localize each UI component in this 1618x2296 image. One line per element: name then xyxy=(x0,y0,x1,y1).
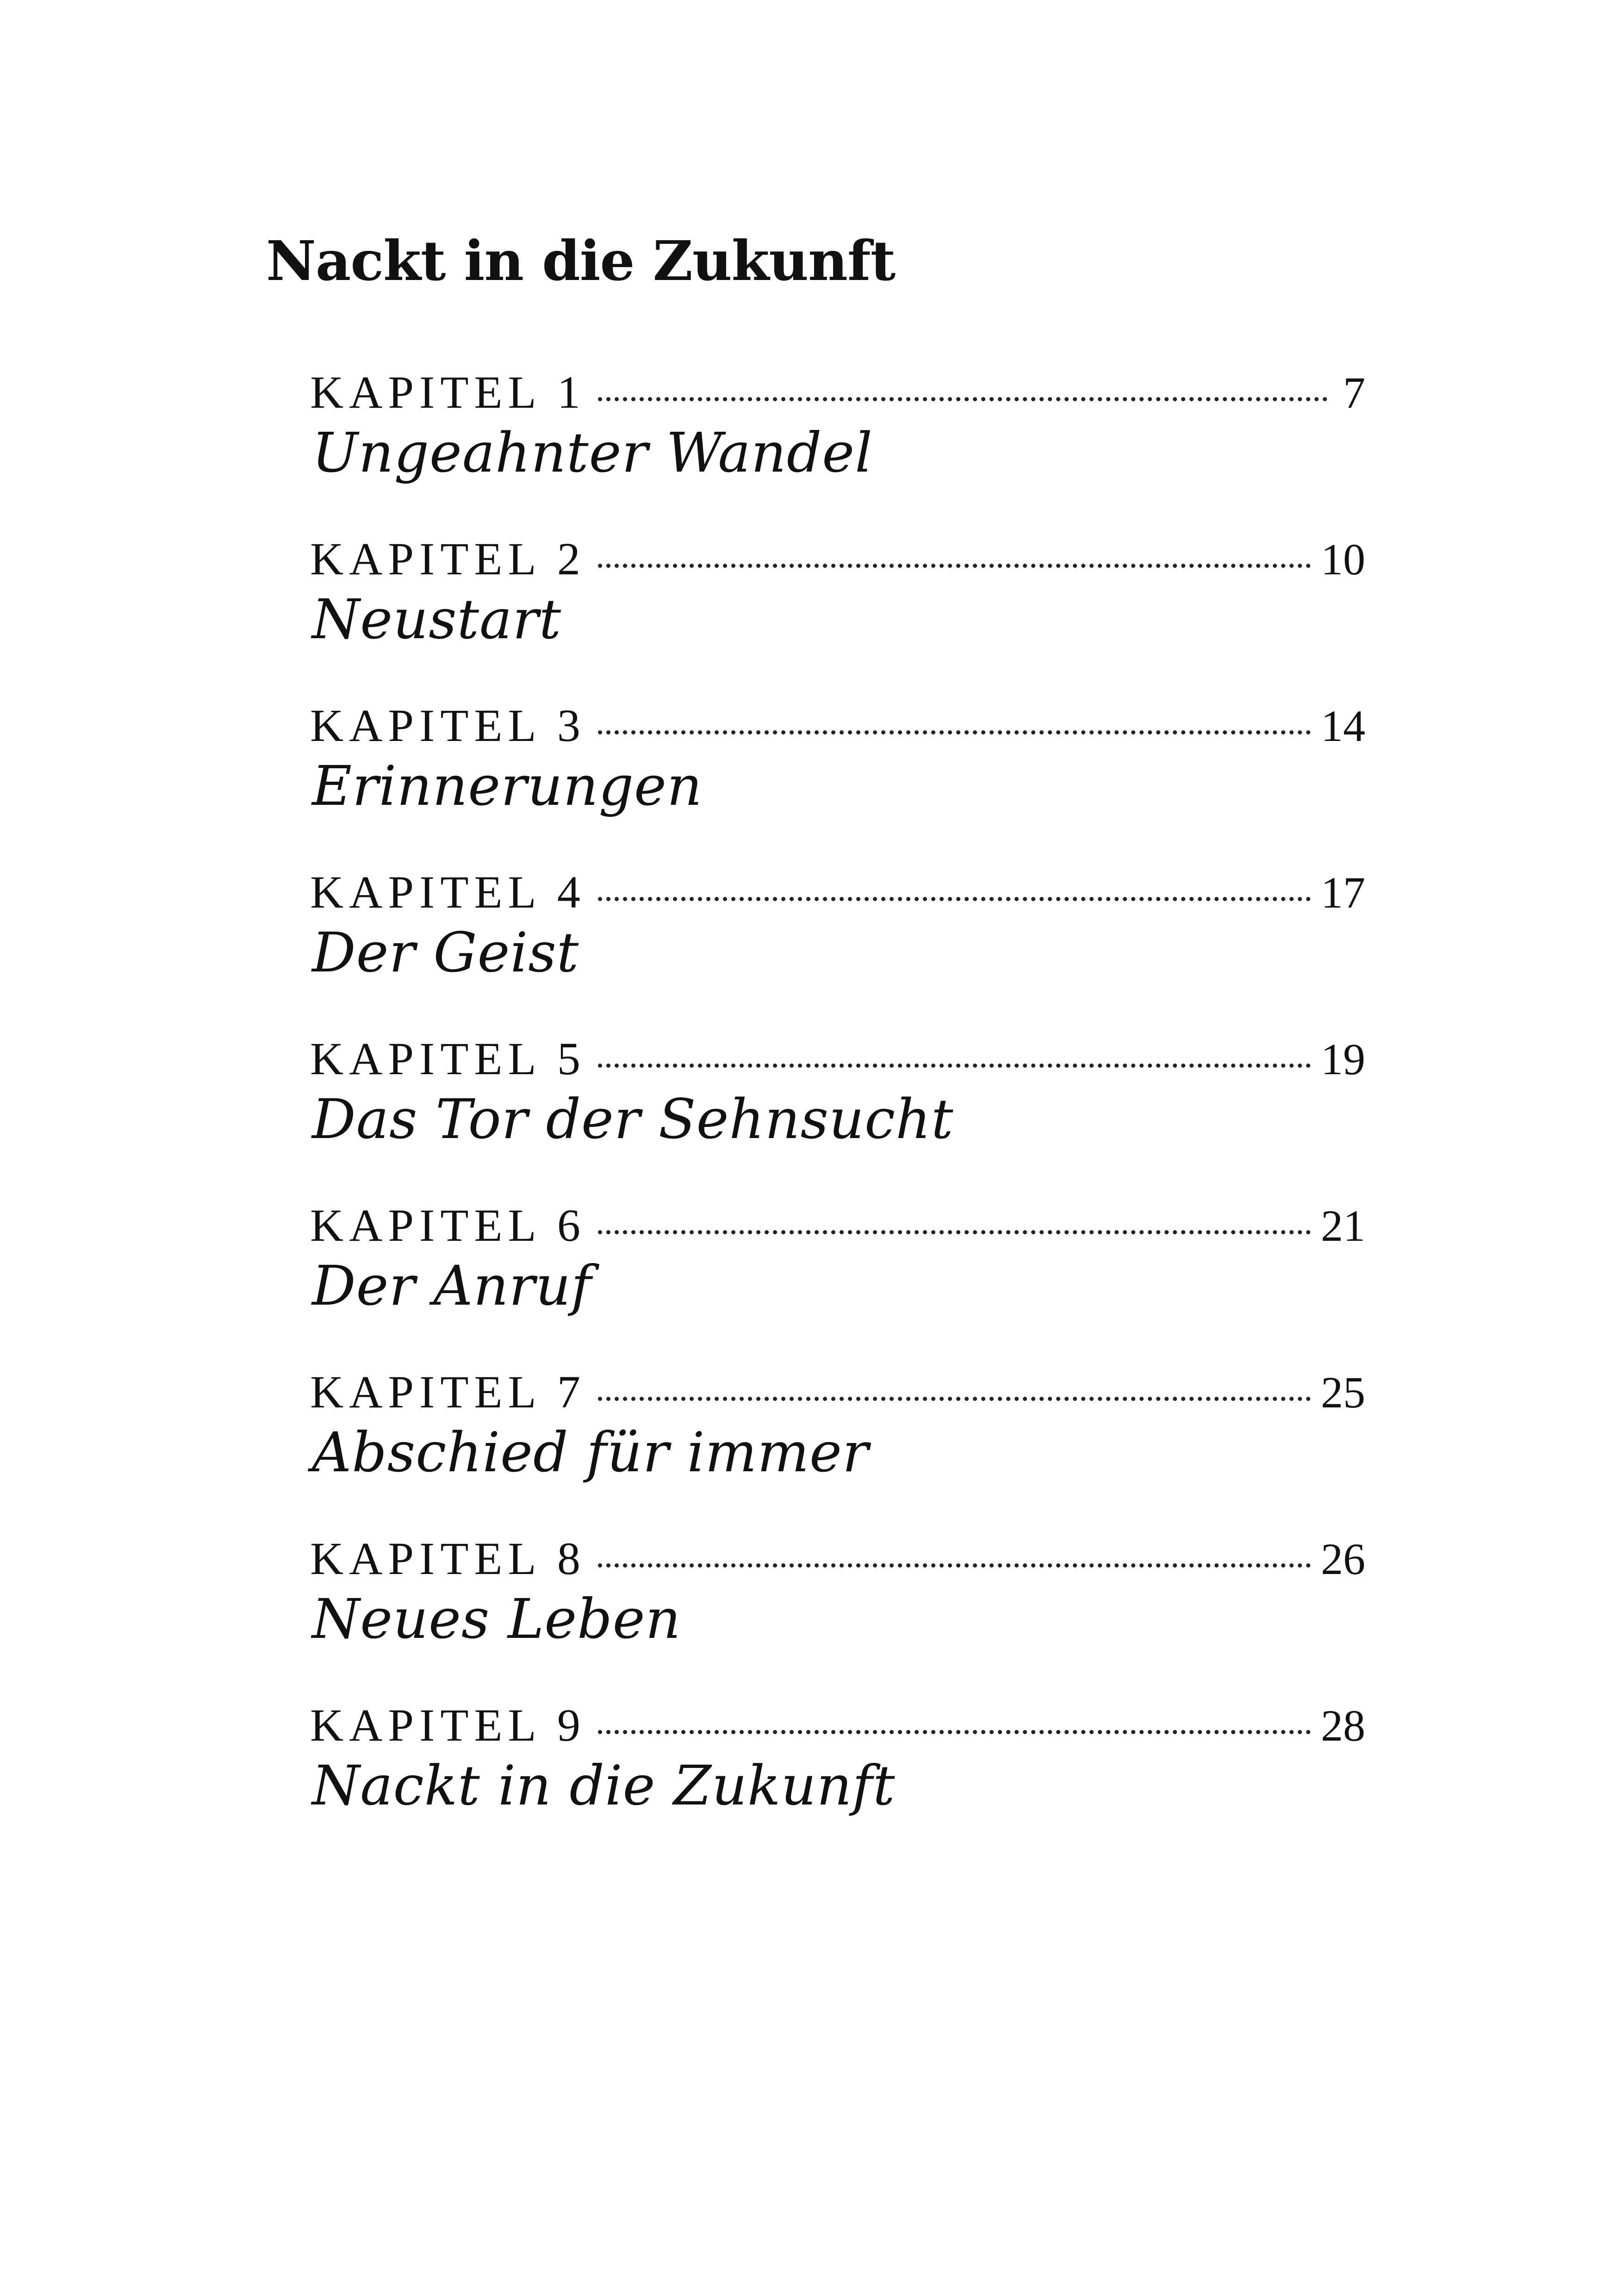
toc-entry-1 xyxy=(310,366,1375,532)
dot-leader xyxy=(598,1730,1311,1734)
dot-leader xyxy=(598,1230,1311,1234)
toc-entry-8 xyxy=(310,1532,1375,1699)
toc-line xyxy=(310,366,1365,421)
chapter-label: KAPITEL 8 xyxy=(310,1533,586,1584)
chapter-label: KAPITEL 4 xyxy=(310,866,586,918)
dot-leader xyxy=(598,1397,1311,1401)
chapter-label: KAPITEL 7 xyxy=(310,1366,586,1418)
table-of-contents xyxy=(310,366,1375,1865)
page-number: 21 xyxy=(1321,1201,1365,1251)
chapter-subtitle: Erinnerungen xyxy=(312,754,703,818)
toc-line xyxy=(310,1032,1365,1088)
chapter-label: KAPITEL 6 xyxy=(310,1200,586,1251)
page-number: 26 xyxy=(1321,1534,1365,1584)
dot-leader xyxy=(598,564,1311,568)
chapter-subtitle: Neues Leben xyxy=(312,1587,681,1651)
chapter-subtitle: Neustart xyxy=(312,587,562,651)
chapter-subtitle: Das Tor der Sehnsucht xyxy=(312,1087,954,1151)
toc-line xyxy=(310,1365,1365,1421)
chapter-subtitle: Der Geist xyxy=(312,921,579,984)
page-number: 17 xyxy=(1321,868,1365,917)
toc-line xyxy=(310,1532,1365,1587)
page-number: 10 xyxy=(1321,535,1365,584)
toc-entry-9 xyxy=(310,1699,1375,1865)
toc-entry-4 xyxy=(310,865,1375,1032)
toc-line xyxy=(310,865,1365,921)
chapter-label: KAPITEL 9 xyxy=(310,1699,586,1751)
page-number: 7 xyxy=(1343,368,1365,417)
page-number: 14 xyxy=(1321,701,1365,751)
book-title: Nackt in die Zukunft xyxy=(266,229,896,293)
dot-leader xyxy=(598,897,1311,901)
chapter-subtitle: Ungeahnter Wandel xyxy=(312,421,873,485)
page-number: 28 xyxy=(1321,1701,1365,1750)
toc-line xyxy=(310,1199,1365,1254)
toc-line xyxy=(310,1699,1365,1754)
chapter-label: KAPITEL 1 xyxy=(310,367,586,418)
toc-line xyxy=(310,532,1365,588)
chapter-subtitle: Nackt in die Zukunft xyxy=(312,1754,896,1817)
chapter-label: KAPITEL 3 xyxy=(310,700,586,751)
dot-leader xyxy=(598,1064,1311,1068)
toc-entry-3 xyxy=(310,699,1375,865)
toc-entry-2 xyxy=(310,532,1375,699)
dot-leader xyxy=(598,397,1327,401)
page-number: 19 xyxy=(1321,1034,1365,1084)
toc-entry-6 xyxy=(310,1199,1375,1365)
dot-leader xyxy=(598,1563,1311,1568)
toc-entry-7 xyxy=(310,1365,1375,1532)
dot-leader xyxy=(598,730,1311,734)
page-number: 25 xyxy=(1321,1368,1365,1417)
toc-line xyxy=(310,699,1365,754)
chapter-label: KAPITEL 5 xyxy=(310,1033,586,1084)
chapter-subtitle: Abschied für immer xyxy=(312,1420,869,1484)
chapter-label: KAPITEL 2 xyxy=(310,533,586,585)
toc-entry-5 xyxy=(310,1032,1375,1199)
chapter-subtitle: Der Anruf xyxy=(312,1254,592,1318)
